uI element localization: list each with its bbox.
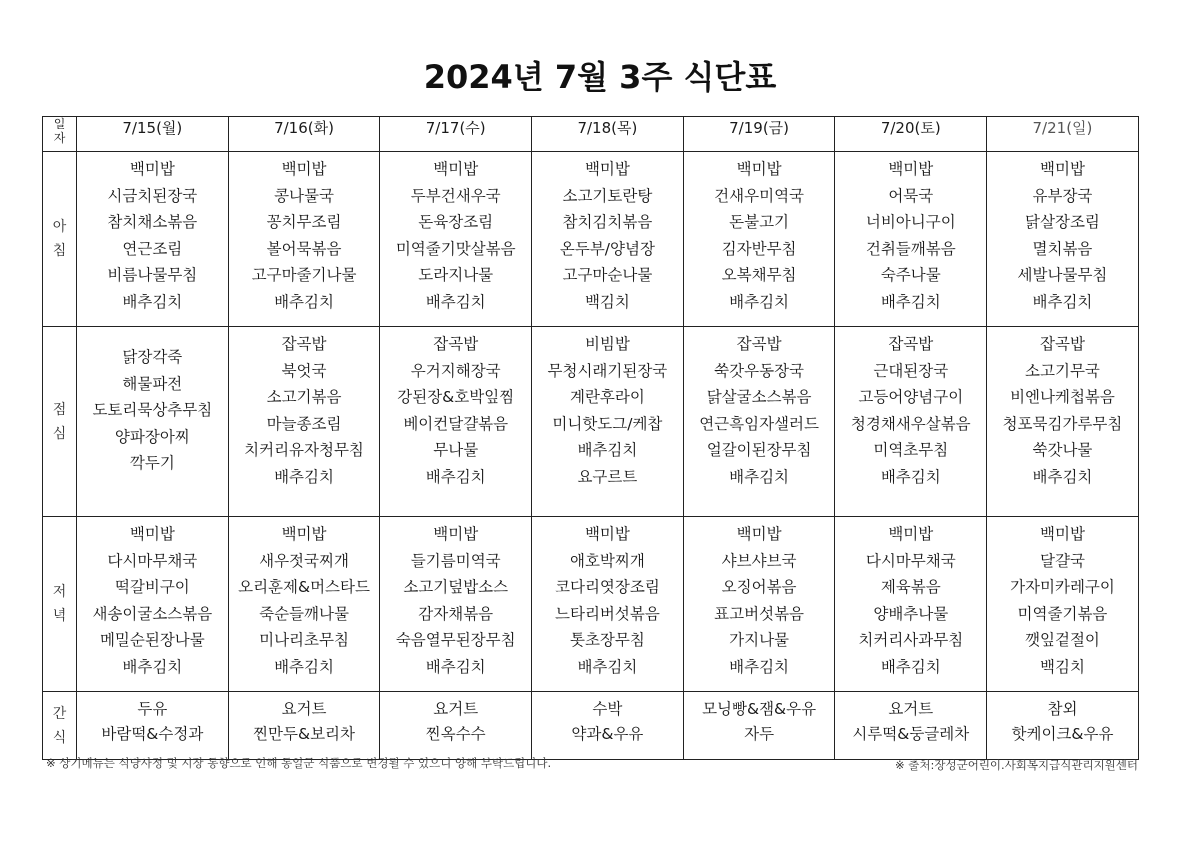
menu-item: 표고버섯볶음 — [714, 604, 805, 623]
menu-item: 다시마무채국 — [107, 551, 198, 570]
meal-label — [43, 327, 77, 517]
menu-item: 고구마줄기나물 — [251, 266, 357, 285]
menu-item: 계란후라이 — [569, 388, 645, 407]
menu-item: 치커리사과무침 — [858, 631, 964, 650]
menu-item: 요거트 — [281, 700, 327, 718]
menu-cell — [532, 152, 684, 327]
menu-item: 백미밥 — [1040, 525, 1085, 543]
menu-item: 백미밥 — [281, 160, 327, 178]
menu-item: 배추김치 — [880, 657, 941, 676]
meal-label-char: 녁 — [52, 608, 67, 624]
menu-item: 숙음열무된장무침 — [395, 631, 516, 650]
menu-item: 백김치 — [584, 292, 630, 311]
meal-label-char: 간 — [52, 705, 67, 722]
menu-item: 근대된장국 — [873, 361, 949, 380]
menu-item: 오리훈제&머스타드 — [238, 578, 370, 597]
menu-item: 자두 — [744, 725, 775, 743]
menu-item: 무청시래기된장국 — [547, 361, 668, 380]
menu-item: 배추김치 — [577, 657, 638, 676]
date-label-char: 일 — [53, 117, 66, 131]
menu-item: 비빔밥 — [584, 335, 630, 353]
menu-item: 고구마순나물 — [562, 266, 653, 285]
menu-item: 청경채새우살볶음 — [850, 414, 971, 433]
menu-item: 애호박찌개 — [569, 551, 645, 570]
menu-cell — [77, 327, 229, 517]
page-title: 2024년 7월 3주 식단표 — [423, 58, 777, 96]
snack-row — [43, 692, 1139, 760]
menu-item: 백미밥 — [888, 525, 934, 543]
menu-item: 배추김치 — [729, 292, 790, 311]
menu-item: 요거트 — [433, 700, 479, 718]
menu-item: 가자미카레구이 — [1010, 578, 1115, 597]
menu-item: 베이컨달걀볶음 — [403, 414, 509, 433]
menu-item: 백미밥 — [736, 525, 782, 543]
menu-item: 북엇국 — [281, 361, 327, 380]
menu-item: 두부건새우국 — [410, 186, 501, 205]
menu-item: 배추김치 — [122, 657, 183, 676]
meal-label — [43, 152, 77, 327]
menu-item: 배추김치 — [1032, 292, 1093, 311]
menu-item: 배추김치 — [729, 467, 790, 486]
menu-item: 죽순들깨나물 — [259, 604, 349, 623]
menu-cell — [77, 692, 229, 760]
menu-item: 잡곡밥 — [433, 335, 479, 353]
menu-cell — [835, 152, 987, 327]
menu-cell — [835, 327, 987, 517]
menu-item: 메밀순된장나물 — [99, 631, 205, 650]
menu-item: 비름나물무침 — [107, 266, 198, 285]
day-header: 7/15(월) — [77, 117, 229, 152]
menu-item: 감자채볶음 — [418, 604, 494, 623]
menu-cell — [532, 517, 684, 692]
menu-item: 세발나물무침 — [1017, 266, 1108, 285]
menu-cell — [77, 517, 229, 692]
menu-item: 우거지해장국 — [410, 361, 501, 380]
menu-item: 잡곡밥 — [281, 335, 327, 353]
menu-item: 배추김치 — [425, 467, 486, 486]
menu-cell — [228, 692, 380, 760]
menu-item: 찐옥수수 — [425, 725, 486, 743]
menu-item: 잡곡밥 — [1040, 335, 1085, 353]
dinner-row — [43, 517, 1139, 692]
menu-cell — [683, 327, 835, 517]
menu-item: 달걀국 — [1040, 551, 1085, 570]
day-header: 7/21(일) — [987, 117, 1139, 152]
menu-item: 잡곡밥 — [888, 335, 934, 353]
menu-item: 배추김치 — [729, 657, 790, 676]
menu-cell — [380, 327, 532, 517]
menu-item: 양배추나물 — [873, 604, 949, 623]
menu-item: 고등어양념구이 — [858, 388, 964, 407]
menu-item: 코다리엿장조림 — [555, 578, 660, 597]
menu-item: 두유 — [137, 700, 168, 718]
menu-item: 김자반무침 — [721, 239, 797, 258]
menu-item: 꽁치무조림 — [266, 213, 342, 232]
menu-item: 배추김치 — [880, 292, 941, 311]
menu-item: 백미밥 — [888, 160, 934, 178]
menu-item: 백미밥 — [736, 160, 782, 178]
menu-item: 잡곡밥 — [736, 335, 782, 353]
menu-item: 오복채무침 — [721, 266, 797, 285]
menu-item: 강된장&호박잎찜 — [397, 388, 515, 407]
menu-item: 청포묵김가루무침 — [1002, 414, 1123, 433]
menu-item: 건새우미역국 — [714, 186, 805, 205]
menu-item: 핫케이크&우유 — [1011, 725, 1114, 743]
menu-item: 백미밥 — [433, 160, 479, 178]
menu-item: 배추김치 — [577, 441, 638, 460]
menu-item: 얼갈이된장무침 — [706, 441, 812, 460]
menu-item: 샤브샤브국 — [721, 551, 797, 570]
menu-item: 백미밥 — [584, 525, 630, 543]
menu-item: 참외 — [1047, 700, 1078, 718]
menu-item: 미역줄기맛살볶음 — [395, 239, 516, 258]
menu-item: 도토리묵상추무침 — [92, 401, 213, 420]
menu-item: 소고기무국 — [1025, 361, 1100, 380]
meal-label-char: 아 — [52, 219, 67, 235]
menu-item: 깍두기 — [129, 454, 175, 473]
menu-item: 들기름미역국 — [410, 551, 501, 570]
menu-item: 수박 — [592, 700, 623, 718]
meal-label-char: 식 — [52, 729, 67, 746]
menu-item: 깻잎겉절이 — [1025, 631, 1100, 650]
menu-item: 배추김치 — [425, 657, 486, 676]
menu-cell — [987, 152, 1139, 327]
menu-item: 온두부/양념장 — [559, 239, 655, 258]
day-header: 7/19(금) — [683, 117, 835, 152]
menu-item: 참치김치볶음 — [562, 213, 653, 232]
menu-item: 멸치볶음 — [1032, 239, 1093, 258]
day-header: 7/20(토) — [835, 117, 987, 152]
menu-item: 소고기덮밥소스 — [403, 578, 509, 597]
menu-item: 돈불고기 — [729, 213, 790, 232]
menu-cell — [835, 517, 987, 692]
menu-cell — [228, 327, 380, 517]
menu-item: 소고기볶음 — [266, 388, 342, 407]
menu-item: 콩나물국 — [274, 186, 334, 205]
day-header: 7/17(수) — [380, 117, 532, 152]
menu-item: 연근조림 — [122, 239, 183, 258]
menu-item: 양파장아찌 — [114, 427, 190, 446]
footer-note: ※ 상기메뉴는 식당사정 및 시장 동향으로 인해 동일군 식품으로 변경될 수 있으니 양해 부탁드립니다. — [46, 756, 552, 770]
menu-cell — [380, 517, 532, 692]
menu-item: 숙주나물 — [880, 266, 941, 285]
menu-item: 바람떡&수정과 — [101, 725, 204, 743]
menu-cell — [683, 152, 835, 327]
menu-item: 미나리초무침 — [259, 631, 349, 650]
meal-label-char: 침 — [52, 243, 67, 259]
menu-item: 닭장각죽 — [122, 348, 183, 366]
menu-item: 시금치된장국 — [107, 186, 198, 205]
menu-item: 미니핫도그/케찹 — [552, 414, 663, 433]
meal-label — [43, 692, 77, 760]
date-label-char: 자 — [53, 131, 66, 145]
meal-label-char: 저 — [52, 584, 67, 600]
menu-item: 느타리버섯볶음 — [555, 604, 660, 623]
menu-item: 닭살장조림 — [1025, 213, 1100, 232]
menu-item: 도라지나물 — [418, 266, 494, 285]
menu-cell — [228, 152, 380, 327]
menu-item: 백미밥 — [584, 160, 630, 178]
meal-label — [43, 517, 77, 692]
menu-item: 어묵국 — [888, 186, 934, 205]
menu-item: 연근흑임자샐러드 — [699, 414, 819, 433]
menu-item: 톳초장무침 — [569, 631, 645, 650]
menu-item: 백김치 — [1040, 657, 1085, 676]
menu-item: 오징어볶음 — [721, 578, 797, 597]
menu-item: 치커리유자청무침 — [244, 441, 364, 460]
menu-item: 요구르트 — [577, 467, 638, 486]
menu-item: 배추김치 — [1032, 467, 1093, 486]
menu-item: 유부장국 — [1032, 186, 1093, 205]
menu-cell — [987, 692, 1139, 760]
menu-item: 미역초무침 — [873, 441, 949, 460]
menu-item: 참치채소볶음 — [107, 213, 198, 232]
menu-cell — [532, 692, 684, 760]
menu-item: 백미밥 — [129, 160, 175, 178]
menu-item: 모닝빵&잼&우유 — [702, 700, 817, 718]
lunch-row — [43, 327, 1139, 517]
menu-item: 비엔나케첩볶음 — [1010, 388, 1115, 407]
menu-item: 무나물 — [433, 441, 479, 460]
menu-cell — [228, 517, 380, 692]
menu-cell — [380, 692, 532, 760]
menu-item: 쑥갓우동장국 — [714, 361, 805, 380]
menu-cell — [532, 327, 684, 517]
menu-item: 건취들깨볶음 — [865, 239, 956, 258]
menu-item: 새송이굴소스볶음 — [92, 604, 213, 623]
menu-cell — [835, 692, 987, 760]
menu-item: 소고기토란탕 — [562, 186, 653, 205]
menu-item: 찐만두&보리차 — [253, 725, 355, 743]
menu-item: 돈육장조림 — [418, 213, 494, 232]
menu-item: 다시마무채국 — [865, 551, 956, 570]
menu-item: 해물파전 — [122, 374, 183, 393]
menu-table — [42, 116, 1139, 760]
menu-item: 배추김치 — [122, 292, 183, 311]
menu-item: 시루떡&둥글레차 — [852, 725, 970, 743]
menu-item: 배추김치 — [274, 292, 334, 311]
menu-item: 백미밥 — [281, 525, 327, 543]
menu-item: 백미밥 — [433, 525, 479, 543]
menu-item: 약과&우유 — [571, 725, 644, 743]
date-header-label — [43, 117, 77, 152]
menu-cell — [987, 517, 1139, 692]
menu-item: 제육볶음 — [880, 578, 941, 597]
menu-item: 마늘종조림 — [266, 414, 342, 433]
menu-item: 배추김치 — [880, 467, 941, 486]
header-row — [43, 117, 1139, 152]
meal-label-char: 심 — [52, 425, 67, 442]
menu-cell — [683, 692, 835, 760]
menu-item: 미역줄기볶음 — [1017, 604, 1108, 623]
menu-item: 배추김치 — [425, 292, 486, 311]
menu-item: 배추김치 — [274, 657, 334, 676]
menu-cell — [380, 152, 532, 327]
menu-cell — [987, 327, 1139, 517]
menu-item: 배추김치 — [274, 467, 334, 486]
footer-source: ※ 출처:장성군어린이.사회복지급식관리지원센터 — [895, 758, 1138, 772]
menu-item: 쑥갓나물 — [1032, 441, 1093, 460]
menu-cell — [683, 517, 835, 692]
menu-item: 새우젓국찌개 — [259, 551, 349, 570]
breakfast-row — [43, 152, 1139, 327]
menu-item: 백미밥 — [129, 525, 175, 543]
menu-item: 요거트 — [888, 700, 934, 718]
menu-item: 가지나물 — [729, 631, 790, 650]
day-header: 7/18(목) — [532, 117, 684, 152]
menu-item: 떡갈비구이 — [114, 578, 190, 597]
menu-item: 너비아니구이 — [865, 213, 956, 232]
menu-cell — [77, 152, 229, 327]
meal-label-char: 점 — [52, 401, 67, 418]
day-header: 7/16(화) — [228, 117, 380, 152]
menu-item: 닭살굴소스볶음 — [706, 388, 812, 407]
menu-item: 백미밥 — [1040, 160, 1085, 178]
menu-item: 볼어묵볶음 — [266, 239, 342, 258]
